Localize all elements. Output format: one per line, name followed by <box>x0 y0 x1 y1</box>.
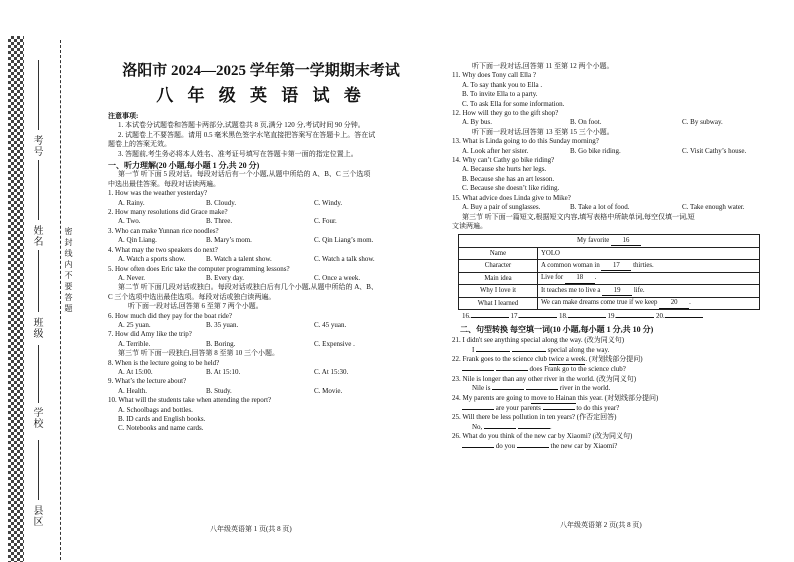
note-2-cont: 题卷上的答案无效。 <box>108 140 171 149</box>
question-4: 4. What may the two speakers do next? A. Watch a sports show. B. Watch a talent show. C. Watch a talk show. <box>108 245 375 264</box>
name-label: 姓名 <box>33 226 44 248</box>
q14-option-b: B. Because she has an art lesson. <box>462 174 555 183</box>
question-26: 26. What do you think of the new car by Xiaomi? (改为同义句) <box>452 432 633 441</box>
q15-options: A. Buy a pair of sunglasses. B. Take a lot of food. C. Take enough water. <box>462 203 745 212</box>
instruction-8-10: 第三节 听下面一段独白,回答第 8 至第 10 三个小题。 <box>118 349 279 358</box>
q25-answer: No, . <box>472 422 552 431</box>
seal-line <box>60 40 61 560</box>
name-field[interactable] <box>38 160 39 220</box>
question-13: 13. What is Linda going to do this Sunday morning? <box>452 137 599 146</box>
question-8: 8. When is the lecture going to be held? A. At 15:00. B. At 15:10. C. At 15:30. <box>108 358 349 376</box>
page-1 <box>108 62 414 434</box>
question-5: 5. How often does Eric take the computer programming lessons? A. Never. B. Every day. C. Once a week. <box>108 264 361 282</box>
q23-blank-2[interactable] <box>526 389 558 390</box>
answer-20[interactable] <box>665 317 703 318</box>
q25-blank-1[interactable] <box>484 428 516 429</box>
q12-options: A. By bus. B. On foot. C. By subway. <box>462 118 723 127</box>
question-11: 11. Why does Tony call Ella ? <box>452 71 536 80</box>
district-field[interactable] <box>38 440 39 500</box>
q21-blank-1[interactable] <box>476 351 510 352</box>
part-3-instruction: 第三节 听下面一篇短文,根据短文内容,填写表格中所缺单词,每空仅填一词,短 <box>462 212 695 221</box>
blank-19[interactable]: 19 <box>602 286 632 296</box>
section-1-heading: 一、听力理解(20 小题,每小题 1 分,共 20 分) <box>108 161 260 171</box>
q26-blank-2[interactable] <box>517 447 549 448</box>
question-22: 22. Frank goes to the science club twice a week. (对划线部分提问) <box>452 355 782 365</box>
question-3: 3. Who can make Yunnan rice noodles? A. Qin Liang. B. Mary’s mom. C. Qin Liang’s mom. <box>108 226 374 245</box>
exam-title: 洛阳市 2024—2025 学年第一学期期末考试 <box>122 63 400 79</box>
blank-18[interactable]: 18 <box>565 273 595 283</box>
q22-blank-2[interactable] <box>496 370 528 371</box>
table-header: My favorite 16 <box>459 235 760 248</box>
blank-20[interactable]: 20 <box>659 298 689 308</box>
table-row: Why I love it It teaches me to live a 19 life. <box>459 285 760 298</box>
question-6: 6. How much did they pay for the boat ride? A. 25 yuan. B. 35 yuan. C. 45 yuan. <box>108 311 347 329</box>
question-9: 9. What’s the lecture about? A. Health. B. Study. C. Movie. <box>108 377 343 395</box>
school-label: 学校 <box>33 408 44 430</box>
q25-blank-2[interactable] <box>518 428 550 429</box>
q11-option-c: C. To ask Ella for some information. <box>462 99 565 108</box>
q10-option-b: B. ID cards and English books. <box>118 415 206 423</box>
exam-number-label: 考号 <box>33 136 44 158</box>
q23-blank-1[interactable] <box>492 389 524 390</box>
class-field[interactable] <box>38 250 39 312</box>
note-1: 1. 本试卷分试题卷和答题卡两部分,试题卷共 8 页,满分 120 分,考试时间 90 分钟。 <box>118 121 365 130</box>
q14-option-c: C. Because she doesn’t like riding. <box>462 184 560 193</box>
page-2-footer: 八年级英语第 2 页(共 8 页) <box>560 521 642 529</box>
answer-16[interactable] <box>471 317 509 318</box>
seal-notice: 密 封 线 内 不 要 答 题 <box>64 227 73 313</box>
question-15: 15. What advice does Linda give to Mike? <box>452 193 571 202</box>
blank-16[interactable]: 16 <box>611 236 641 246</box>
q13-options: A. Look after her sister. B. Go bike riding. C. Visit Cathy’s house. <box>462 146 747 155</box>
answer-19[interactable] <box>616 317 654 318</box>
listening-table <box>458 234 760 310</box>
table-row: Character A common woman in 17 thirties. <box>459 260 760 273</box>
q21-answer: I special along the way. <box>472 345 610 354</box>
q26-blank-1[interactable] <box>462 447 494 448</box>
question-24: 24. My parents are going to move to Hainan this year. (对划线部分提问) <box>452 394 782 404</box>
instruction-11-12: 听下面一段对话,回答第 11 至第 12 两个小题。 <box>472 62 614 70</box>
q21-blank-2[interactable] <box>512 351 546 352</box>
part-2-instruction-cont: C 三个选项中选出最佳选项。每段对话或独白读两遍。 <box>108 292 276 301</box>
table-row: What I learned We can make dreams come true if we keep 20 . <box>459 297 760 310</box>
q10-option-c: C. Notebooks and name cards. <box>118 424 204 433</box>
question-10: 10. What will the students take when attending the report? <box>108 396 272 405</box>
binding-strip <box>0 0 92 562</box>
instruction-13-15: 听下面一段对话,回答第 13 至第 15 三个小题。 <box>472 127 614 136</box>
q22-answer: does Frank go to the science club? <box>452 365 782 374</box>
question-7: 7. How did Amy like the trip? A. Terrible. B. Boring. C. Expensive . <box>108 330 355 348</box>
q26-answer: do you the new car by Xiaomi? <box>452 442 782 451</box>
question-25: 25. Will there be less pollution in ten years? (作否定回答) <box>452 413 617 422</box>
part-1-instruction: 第一节 听下面 5 段对话。每段对话后有一个小题,从题中所给的 A、B、C 三个选项 <box>118 170 371 179</box>
answer-blanks-row: 16. 17. 18. 19. 20. <box>452 312 782 321</box>
question-14: 14. Why can’t Cathy go bike riding? <box>452 156 555 165</box>
question-12: 12. How will they go to the gift shop? <box>452 109 559 118</box>
exam-subtitle: 八 年 级 英 语 试 卷 <box>156 86 366 105</box>
q14-option-a: A. Because she hurts her legs. <box>462 165 547 174</box>
school-field[interactable] <box>38 345 39 403</box>
q23-answer: Nile is river in the world. <box>472 384 611 393</box>
q11-option-b: B. To invite Ella to a party. <box>462 90 538 99</box>
part-3-instruction-cont: 文读两遍。 <box>452 221 487 230</box>
answer-18[interactable] <box>568 317 606 318</box>
table-row: Main idea Live for 18 . <box>459 272 760 285</box>
exam-number-field[interactable] <box>38 60 39 130</box>
question-1: 1. How was the weather yesterday? A. Rainy. B. Cloudy. C. Windy. <box>108 189 343 207</box>
notes-heading: 注意事项: <box>108 112 139 120</box>
q24-blank-1[interactable] <box>462 409 494 410</box>
table-row: Name YOLO <box>459 247 760 260</box>
section-2-heading: 二、句型转换 每空填一词(10 小题,每小题 1 分,共 10 分) <box>460 324 654 334</box>
perforation-pattern <box>8 36 24 562</box>
note-3: 3. 答题前,考生务必将本人姓名、准考证号填写在答题卡第一面的指定位置上。 <box>118 149 358 158</box>
page-1-footer: 八年级英语第 1 页(共 8 页) <box>210 525 292 533</box>
note-2: 2. 试题卷上不要答题。请用 0.5 毫米黑色签字水笔直接把答案写在答题卡上。答在试 <box>118 130 376 139</box>
q10-option-a: A. Schoolbags and bottles. <box>118 405 193 414</box>
instruction-6-7: 听下面一段对话,回答第 6 至第 7 两个小题。 <box>128 302 263 311</box>
q22-blank-1[interactable] <box>462 370 494 371</box>
question-21: 21. I didn't see anything special along the way. (改为同义句) <box>452 336 625 345</box>
q24-blank-2[interactable] <box>543 409 575 410</box>
question-23: 23. Nile is longer than any other river in the world. (改为同义句) <box>452 374 637 383</box>
page-2 <box>452 62 782 451</box>
class-label: 班级 <box>33 318 44 340</box>
q24-answer: are your parents to do this year? <box>452 404 782 413</box>
part-2-instruction: 第二节 听下面几段对话或独白。每段对话或独白后有几个小题,从题中所给的 A、B、 <box>118 283 378 292</box>
answer-17[interactable] <box>519 317 557 318</box>
district-label: 县区 <box>33 506 44 528</box>
blank-17[interactable]: 17 <box>601 261 631 271</box>
part-1-instruction-cont: 中选出最佳答案。每段对话读两遍。 <box>108 179 220 188</box>
q11-option-a: A. To say thank you to Ella . <box>462 80 543 89</box>
question-2: 2. How many resolutions did Grace make? A. Two. B. Three. C. Four. <box>108 208 337 226</box>
